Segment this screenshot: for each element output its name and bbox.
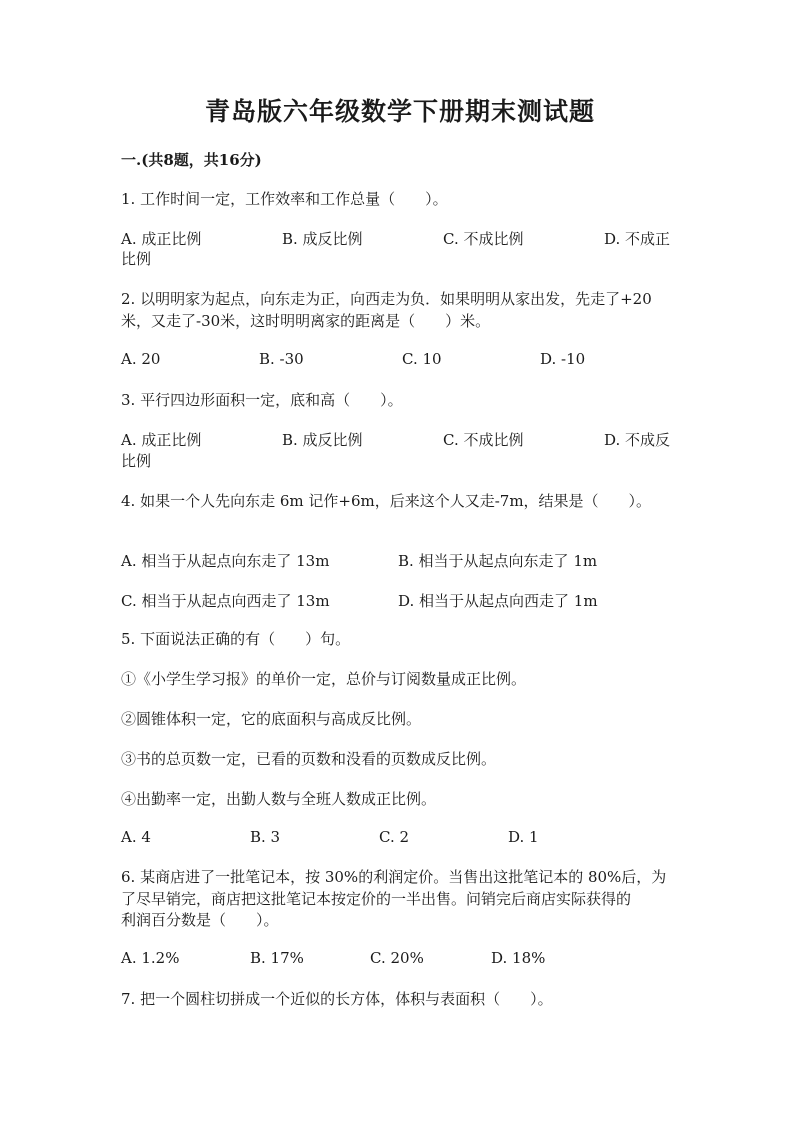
question-4-option-c: C. 相当于从起点向西走了 13m [121,592,330,610]
question-3-option-b: B. 成反比例 [282,431,363,449]
question-1-stem: 1. 工作时间一定，工作效率和工作总量（ ）。 [121,190,448,208]
question-6-option-b: B. 17% [250,949,304,967]
question-6-stem-line-1: 6. 某商店进了一批笔记本，按 30%的利润定价。当售出这批笔记本的 80%后，为 [121,868,667,886]
question-6-option-c: C. 20% [370,949,424,967]
page-title: 青岛版六年级数学下册期末测试题 [204,97,595,126]
question-6-option-a: A. 1.2% [121,949,180,967]
question-6-stem-line-3: 利润百分数是（ ）。 [121,911,279,929]
question-5-statement-4: ④出勤率一定，出勤人数与全班人数成正比例。 [121,790,437,808]
question-3-option-d: D. 不成反 [604,431,671,449]
question-5-stem: 5. 下面说法正确的有（ ）句。 [121,630,351,648]
question-3-option-d-wrap: 比例 [121,452,152,470]
section-header: 一.(共8题，共16分) [121,151,262,169]
question-5-statement-1: ①《小学生学习报》的单价一定，总价与订阅数量成正比例。 [121,670,527,688]
question-5-option-b: B. 3 [250,828,281,846]
question-4-option-d: D. 相当于从起点向西走了 1m [398,592,598,610]
question-5-option-a: A. 4 [121,828,151,846]
question-2-option-a: A. 20 [121,350,161,368]
question-3-stem: 3. 平行四边形面积一定，底和高（ ）。 [121,391,403,409]
question-4-option-b: B. 相当于从起点向东走了 1m [398,552,598,570]
question-2-stem-line-2: 米，又走了-30米，这时明明离家的距离是（ ）米。 [121,312,491,330]
question-2-option-c: C. 10 [402,350,442,368]
question-1-option-d: D. 不成正 [604,230,671,248]
question-2-option-b: B. -30 [259,350,304,368]
question-3-option-c: C. 不成比例 [443,431,524,449]
question-7-stem: 7. 把一个圆柱切拼成一个近似的长方体，体积与表面积（ ）。 [121,990,553,1008]
question-3-option-a: A. 成正比例 [121,431,202,449]
question-2-stem-line-1: 2. 以明明家为起点，向东走为正，向西走为负．如果明明从家出发，先走了+20 [121,290,652,308]
question-2-option-d: D. -10 [540,350,586,368]
question-6-option-d: D. 18% [491,949,546,967]
question-1-option-a: A. 成正比例 [121,230,202,248]
question-1-option-b: B. 成反比例 [282,230,363,248]
question-5-option-d: D. 1 [508,828,539,846]
question-1-option-c: C. 不成比例 [443,230,524,248]
question-4-option-a: A. 相当于从起点向东走了 13m [121,552,330,570]
question-5-statement-3: ③书的总页数一定，已看的页数和没看的页数成反比例。 [121,750,497,768]
question-4-stem: 4. 如果一个人先向东走 6m 记作+6m，后来这个人又走-7m，结果是（ ）。 [121,492,652,510]
question-5-option-c: C. 2 [379,828,410,846]
question-5-statement-2: ②圆锥体积一定，它的底面积与高成反比例。 [121,710,422,728]
question-6-stem-line-2: 了尽早销完，商店把这批笔记本按定价的一半出售。问销完后商店实际获得的 [121,890,632,908]
question-1-option-d-wrap: 比例 [121,250,152,268]
